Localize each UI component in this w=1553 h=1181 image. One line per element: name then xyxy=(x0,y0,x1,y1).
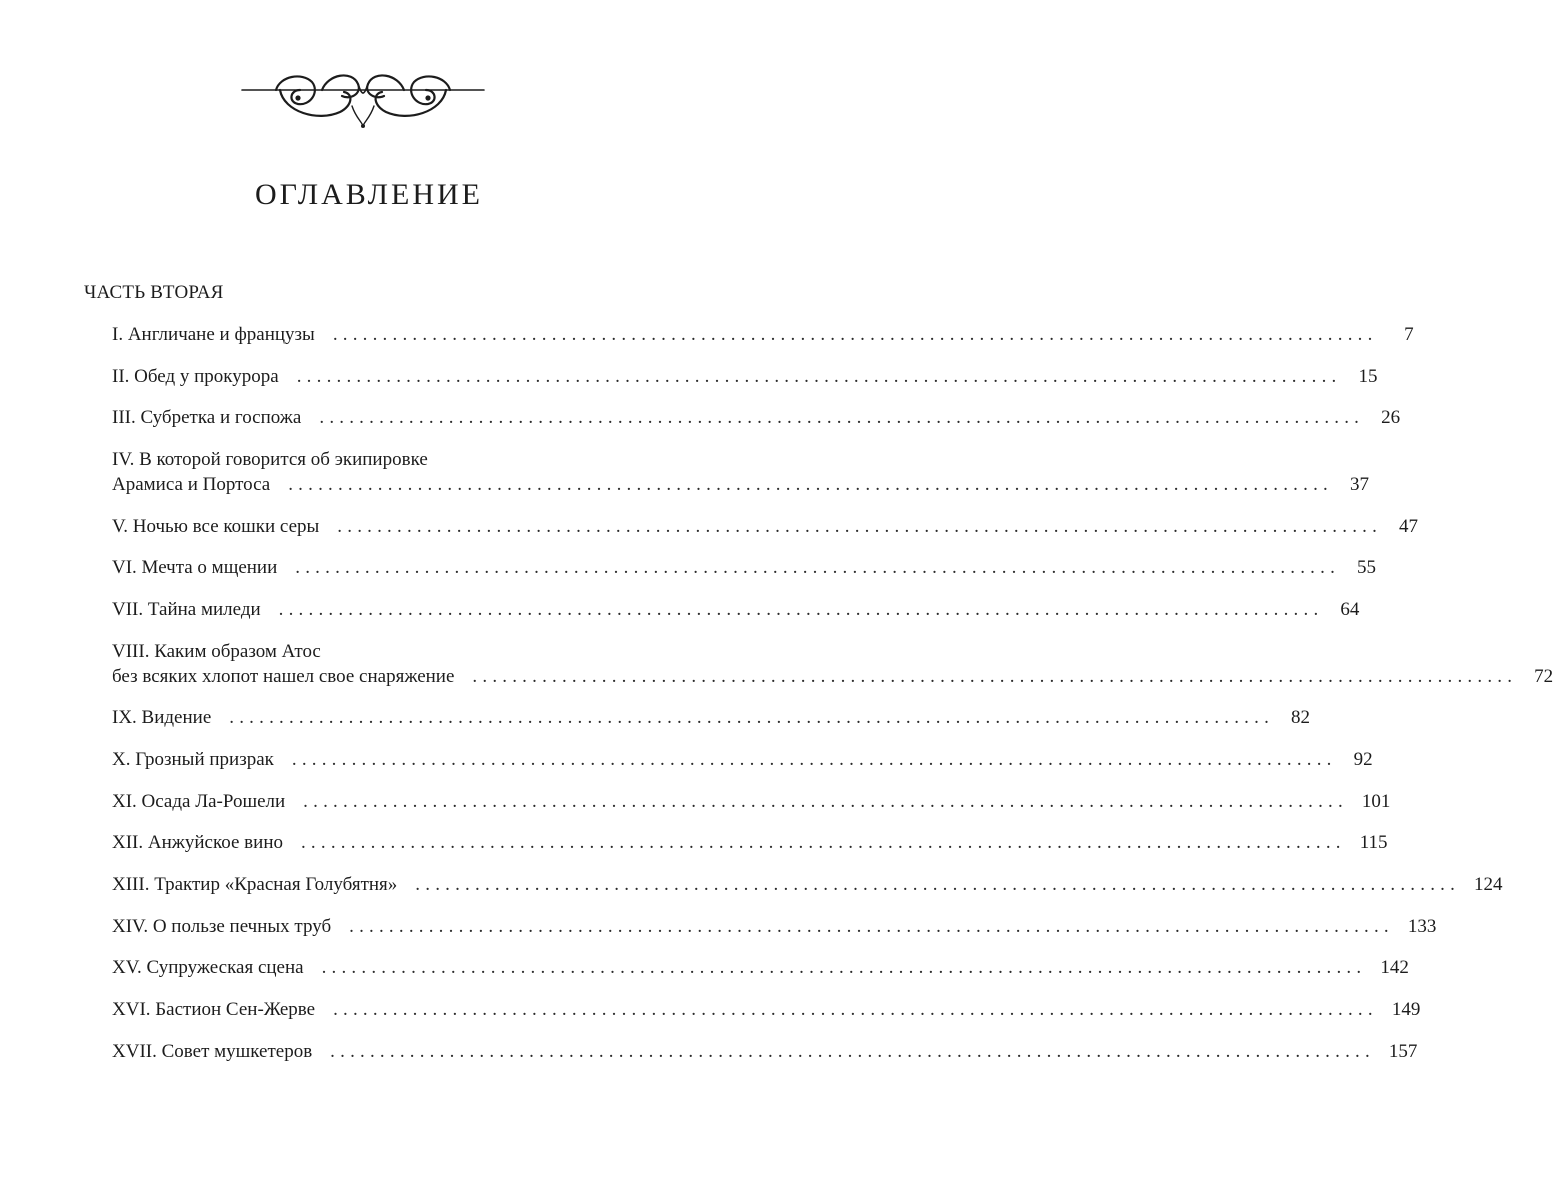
dot-leader: ......................................................................................................... xyxy=(472,666,1518,687)
toc-entry[interactable] xyxy=(112,955,1409,980)
toc-entry-title: XI. Осада Ла-Рошели xyxy=(112,791,286,812)
toc-entry-page: 37 xyxy=(1349,474,1369,495)
toc-entry-title: XII. Анжуйское вино xyxy=(112,832,283,853)
dot-leader: ......................................................................................................... xyxy=(303,791,1348,812)
toc-entry[interactable] xyxy=(112,830,1388,855)
toc-entry-title: XIV. О пользе печных труб xyxy=(112,916,332,937)
toc-entry-title: Арамиса и Портоса xyxy=(112,474,271,495)
toc-entry-title: II. Обед у прокурора xyxy=(112,366,279,387)
page-title: ОГЛАВЛЕНИЕ xyxy=(255,178,483,211)
toc-entry[interactable] xyxy=(112,705,1311,730)
flourish-ornament-icon xyxy=(240,66,486,128)
toc-entry-page: 15 xyxy=(1358,366,1378,387)
dot-leader: ......................................................................................................... xyxy=(300,832,1346,853)
toc-entry[interactable] xyxy=(112,872,1503,897)
dot-leader: ......................................................................................................... xyxy=(296,366,1342,387)
dot-leader: ......................................................................................................... xyxy=(295,557,1341,578)
toc-entry-page: 64 xyxy=(1340,599,1360,620)
toc-entry-page: 26 xyxy=(1381,407,1401,428)
dot-leader: ......................................................................................................... xyxy=(415,874,1461,895)
part-heading: ЧАСТЬ ВТОРАЯ xyxy=(84,282,224,303)
toc-entry-page: 115 xyxy=(1359,832,1388,853)
toc-entry[interactable] xyxy=(112,555,1377,580)
toc-entry-title-line1: VIII. Каким образом Атос xyxy=(112,641,321,662)
toc-entry-title: III. Субретка и госпожа xyxy=(112,407,302,428)
toc-entry-page: 142 xyxy=(1380,957,1409,978)
dot-leader: ......................................................................................................... xyxy=(229,707,1275,728)
toc-entry[interactable] xyxy=(112,1039,1418,1064)
toc-entry[interactable] xyxy=(112,447,1369,497)
dot-leader: ......................................................................................................... xyxy=(332,324,1378,345)
toc-entry-title: VII. Тайна миледи xyxy=(112,599,261,620)
toc-entry-page: 124 xyxy=(1474,874,1503,895)
toc-entry[interactable] xyxy=(112,914,1437,939)
toc-entry-title: XVI. Бастион Сен-Жерве xyxy=(112,999,316,1020)
dot-leader: ......................................................................................................... xyxy=(288,474,1333,495)
toc-entry-title-line1: IV. В которой говорится об экипировке xyxy=(112,449,428,470)
dot-leader: ......................................................................................................... xyxy=(291,749,1337,770)
dot-leader: ......................................................................................................... xyxy=(337,516,1383,537)
dot-leader: ......................................................................................................... xyxy=(278,599,1324,620)
toc-entry-page: 157 xyxy=(1388,1041,1418,1062)
toc-entry-title: VI. Мечта о мщении xyxy=(112,557,278,578)
toc-entry-title: XIII. Трактир «Красная Голубятня» xyxy=(112,874,398,895)
toc-entry-page: 149 xyxy=(1391,999,1421,1020)
toc-entry[interactable] xyxy=(112,597,1360,622)
toc-entry-title: X. Грозный призрак xyxy=(112,749,274,770)
toc-entry-page: 101 xyxy=(1361,791,1391,812)
dot-leader: ......................................................................................................... xyxy=(330,1041,1375,1062)
dot-leader: ......................................................................................................... xyxy=(349,916,1394,937)
toc-entry[interactable] xyxy=(112,405,1401,430)
toc-entry-page: 133 xyxy=(1407,916,1437,937)
toc-entry[interactable] xyxy=(112,789,1391,814)
toc-entry-title: без всяких хлопот нашел свое снаряжение xyxy=(112,666,455,687)
toc-entry-page: 55 xyxy=(1357,557,1377,578)
toc-entry[interactable] xyxy=(112,322,1414,347)
toc-entry-page: 72 xyxy=(1534,666,1553,687)
toc-entry-title: XV. Супружеская сцена xyxy=(112,957,304,978)
toc-entry[interactable] xyxy=(112,364,1378,389)
toc-entry-page: 7 xyxy=(1404,324,1414,345)
toc-entry-title: XVII. Совет мушкетеров xyxy=(112,1041,313,1062)
toc-entry[interactable] xyxy=(112,747,1373,772)
toc-entry[interactable] xyxy=(112,639,1553,689)
toc-entry-page: 82 xyxy=(1291,707,1311,728)
toc-entry-page: 92 xyxy=(1353,749,1373,770)
toc-entry-title: V. Ночью все кошки серы xyxy=(112,516,320,537)
toc-entry-title: IX. Видение xyxy=(112,707,212,728)
toc-entry-title: I. Англичане и французы xyxy=(112,324,315,345)
toc-entry[interactable] xyxy=(112,514,1419,539)
dot-leader: ......................................................................................................... xyxy=(321,957,1367,978)
dot-leader: ......................................................................................................... xyxy=(319,407,1365,428)
toc-entry-page: 47 xyxy=(1399,516,1419,537)
toc-entry[interactable] xyxy=(112,997,1421,1022)
dot-leader: ......................................................................................................... xyxy=(333,999,1378,1020)
